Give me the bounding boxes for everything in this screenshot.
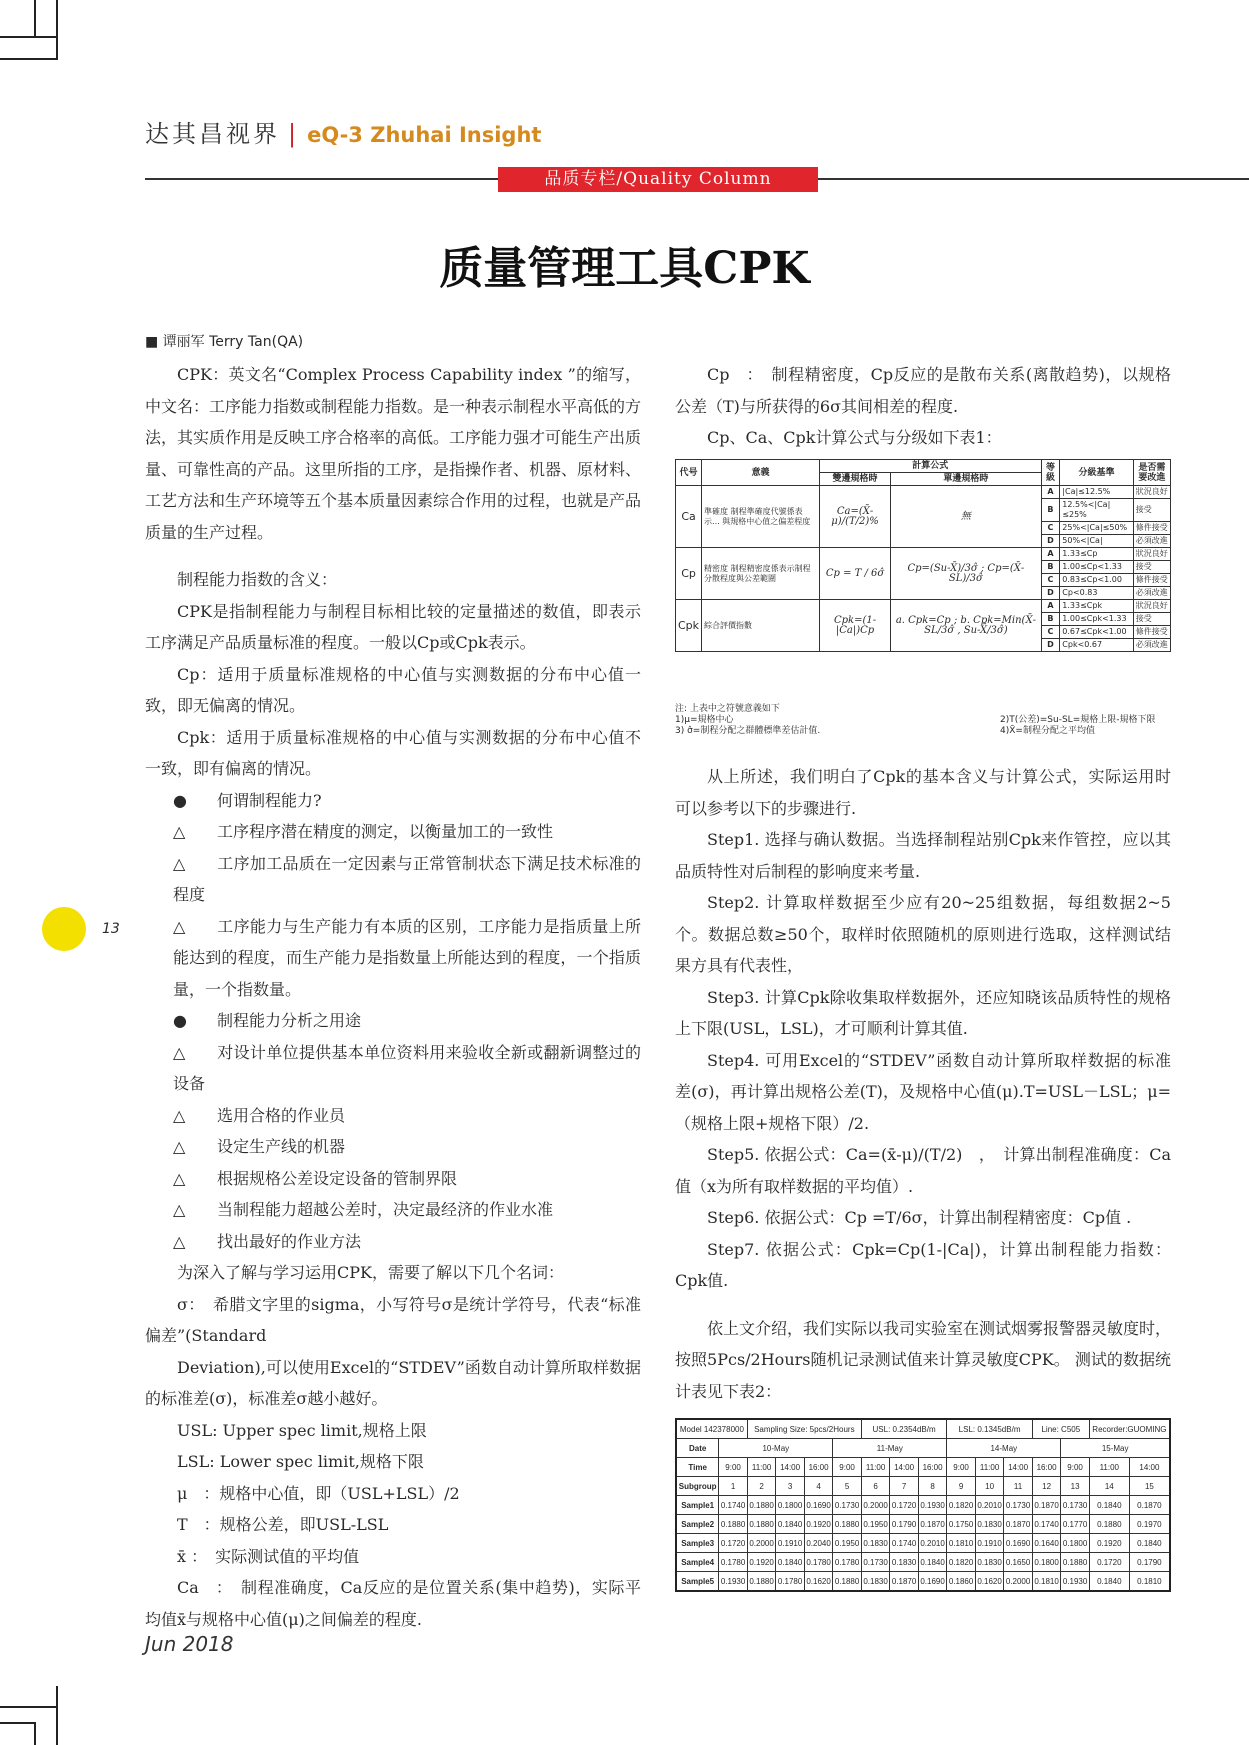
value-cell: 0.1780 [833, 1553, 862, 1572]
crop-mark [56, 0, 58, 60]
value-cell: 0.1910 [975, 1534, 1004, 1553]
action-cell: 接受 [1133, 561, 1170, 574]
crop-mark [0, 36, 58, 38]
table-row [676, 548, 1171, 561]
triangle-icon: △ [173, 822, 186, 841]
table-header: 是否需要改進 [1133, 460, 1170, 486]
value-cell: 0.1830 [890, 1553, 919, 1572]
grade-cell: D [1041, 639, 1060, 652]
value-cell: 0.1880 [747, 1515, 776, 1534]
article-title: 质量管理工具CPK [439, 243, 810, 294]
time-cell: 11:00 [1089, 1458, 1129, 1477]
meta-cell: LSL: 0.1345dB/m [947, 1419, 1033, 1439]
brand-en: eQ-3 Zhuhai Insight [307, 123, 542, 147]
value-cell: 0.2000 [861, 1496, 890, 1515]
row-label: Sample1 [676, 1496, 719, 1515]
subgroup-cell: 11 [1004, 1477, 1033, 1496]
grade-cell: B [1041, 561, 1060, 574]
paragraph: Cp、Ca、Cpk计算公式与分级如下表1： [707, 428, 1002, 447]
value-cell: 0.1780 [804, 1553, 833, 1572]
crop-mark [34, 0, 36, 36]
paragraph: Ca ： 制程准确度，Ca反应的是位置关系(集中趋势)，实际平均值x̄与规格中心值(μ)之间偏差的程度. [145, 1578, 641, 1629]
value-cell: 0.1800 [1061, 1534, 1090, 1553]
time-cell: 9:00 [947, 1458, 976, 1477]
value-cell: 0.1870 [918, 1515, 947, 1534]
grade-cell: A [1041, 548, 1060, 561]
time-cell: 9:00 [719, 1458, 748, 1477]
subgroup-cell: 10 [975, 1477, 1004, 1496]
value-cell: 0.1740 [890, 1534, 919, 1553]
meta-cell: Model 142378000 [676, 1419, 747, 1439]
grade-cell: C [1041, 574, 1060, 587]
formula-cell: a. Cpk=Cp ; b. Cpk=Min(X̄-SL/3σ̂ , Su-X̄/3σ̂) [891, 600, 1042, 652]
value-cell: 0.1720 [1089, 1553, 1129, 1572]
value-cell: 0.1740 [719, 1496, 748, 1515]
paragraph: Step7. 依据公式：Cpk=Cp(1-|Ca|)，计算出制程能力指数：Cpk值. [675, 1239, 1171, 1290]
grade-cell: D [1041, 587, 1060, 600]
value-cell: 0.1770 [1061, 1515, 1090, 1534]
row-label: Time [676, 1458, 719, 1477]
triangle-icon: △ [173, 1168, 186, 1188]
criteria-cell: 1.00≤Cp<1.33 [1060, 561, 1134, 574]
time-cell: 14:00 [1004, 1458, 1033, 1477]
grade-cell: C [1041, 626, 1060, 639]
crop-mark [0, 1706, 58, 1708]
triangle-icon: △ [173, 1105, 186, 1125]
meta-cell: Line: C505 [1032, 1419, 1089, 1439]
criteria-cell: 0.67≤Cpk<1.00 [1060, 626, 1134, 639]
note-line: 注: 上表中之符號意義如下 [675, 704, 780, 714]
action-cell: 狀況良好 [1133, 486, 1170, 499]
time-cell: 11:00 [975, 1458, 1004, 1477]
table-row [676, 1496, 1170, 1515]
value-cell: 0.1970 [1129, 1515, 1170, 1534]
subgroup-cell: 3 [776, 1477, 805, 1496]
table-row [676, 1534, 1170, 1553]
list-item: △ 选用合格的作业员 [145, 1100, 641, 1132]
criteria-cell: 25%<|Ca|≤50% [1060, 522, 1134, 535]
list-item: △ 设定生产线的机器 [145, 1131, 641, 1163]
action-cell: 必須改進 [1133, 587, 1170, 600]
time-cell: 9:00 [1061, 1458, 1090, 1477]
left-column [145, 359, 641, 1635]
value-cell: 0.1830 [975, 1553, 1004, 1572]
bullet-icon: ● [173, 1011, 187, 1030]
paragraph: CPK：英文名“Complex Process Capability index ”的缩写，中文名：工序能力指数或制程能力指数。是一种表示制程水平高低的方法，其实质作用是反映工序合格率的高低。工序能力强才可能生产出质量、可靠性高的产品。这里所指的工序，是指操作者、机器、原材料、工艺方法和生产环境等五个基本质量因素综合作用的过程，也就是产品质量的生产过程。 [145, 365, 642, 542]
time-cell: 16:00 [918, 1458, 947, 1477]
table-header: 代号 [676, 460, 702, 486]
value-cell: 0.1840 [776, 1553, 805, 1572]
criteria-cell: |Ca|≤12.5% [1060, 486, 1134, 499]
value-cell: 0.1930 [719, 1572, 748, 1592]
date-cell: 10-May [719, 1439, 833, 1458]
paragraph: 为深入了解与学习运用CPK，需要了解以下几个名词： [177, 1263, 564, 1282]
formula-cell: Cp=(Su-X̄)/3σ̂ ; Cp=(X̄-SL)/3σ̂ [891, 548, 1042, 600]
value-cell: 0.1840 [918, 1553, 947, 1572]
subgroup-cell: 1 [719, 1477, 748, 1496]
triangle-icon: △ [173, 1137, 186, 1156]
value-cell: 0.1810 [1032, 1572, 1061, 1592]
table-row [676, 600, 1171, 613]
subgroup-cell: 4 [804, 1477, 833, 1496]
time-cell: 9:00 [833, 1458, 862, 1477]
row-label: Date [676, 1439, 719, 1458]
value-cell: 0.1730 [861, 1553, 890, 1572]
triangle-icon: △ [173, 1231, 186, 1251]
value-cell: 0.1880 [1061, 1553, 1090, 1572]
value-cell: 0.1870 [1004, 1515, 1033, 1534]
value-cell: 0.1880 [747, 1572, 776, 1592]
value-cell: 0.1930 [1061, 1572, 1090, 1592]
value-cell: 0.1620 [804, 1572, 833, 1592]
value-cell: 0.1880 [747, 1496, 776, 1515]
right-column-steps [675, 761, 1171, 1407]
value-cell: 0.1840 [1089, 1572, 1129, 1592]
bullet-icon: ● [173, 790, 187, 810]
value-cell: 0.1830 [975, 1515, 1004, 1534]
row-label: Sample2 [676, 1515, 719, 1534]
action-cell: 條件接受 [1133, 574, 1170, 587]
table-header: 雙邊規格時 [819, 473, 890, 486]
value-cell: 0.1920 [1089, 1534, 1129, 1553]
paragraph: Deviation),可以使用Excel的“STDEV”函数自动计算所取样数据的标准差(σ)，标准差σ越小越好。 [145, 1357, 641, 1408]
value-cell: 0.1730 [833, 1496, 862, 1515]
paragraph: Step4. 可用Excel的“STDEV”函数自动计算所取样数据的标准差(σ)，再计算出规格公差(T)，及规格中心值(μ).T=USL－LSL；μ=（规格上限+规格下限）/2. [675, 1050, 1171, 1133]
brand-cn: 达其昌视界 [145, 120, 280, 148]
list-item: △ 当制程能力超越公差时，决定最经济的作业水准 [145, 1194, 641, 1226]
byline: ■ 谭丽军 Terry Tan(QA) [145, 334, 304, 350]
table-row [676, 1572, 1170, 1592]
criteria-cell: 50%<|Ca| [1060, 535, 1134, 548]
paragraph: μ ：规格中心值，即（USL+LSL）/2 [177, 1483, 460, 1503]
grade-cell: A [1041, 486, 1060, 499]
value-cell: 0.1830 [861, 1534, 890, 1553]
list-item: ● 何谓制程能力? [145, 785, 641, 817]
cpk-formula-table [675, 459, 1171, 652]
paragraph: Step5. 依据公式：Ca=(x̄-μ)/(T/2) ， 计算出制程准确度：Ca值（x为所有取样数据的平均值）. [675, 1145, 1171, 1196]
grade-cell: A [1041, 600, 1060, 613]
criteria-cell: 0.83≤Cp<1.00 [1060, 574, 1134, 587]
value-cell: 0.1910 [776, 1534, 805, 1553]
action-cell: 必須改進 [1133, 535, 1170, 548]
value-cell: 0.1720 [890, 1496, 919, 1515]
value-cell: 0.1690 [1004, 1534, 1033, 1553]
criteria-cell: 1.33≤Cp [1060, 548, 1134, 561]
time-cell: 16:00 [1032, 1458, 1061, 1477]
value-cell: 0.1780 [719, 1553, 748, 1572]
list-item: △ 对设计单位提供基本单位资料用来验收全新或翻新调整过的设备 [145, 1037, 641, 1100]
action-cell: 條件接受 [1133, 626, 1170, 639]
list-item: ● 制程能力分析之用途 [145, 1005, 641, 1037]
value-cell: 0.1870 [1129, 1496, 1170, 1515]
time-cell: 14:00 [776, 1458, 805, 1477]
value-cell: 0.1730 [1004, 1496, 1033, 1515]
grade-cell: B [1041, 613, 1060, 626]
value-cell: 0.1880 [1089, 1515, 1129, 1534]
value-cell: 0.1880 [833, 1572, 862, 1592]
value-cell: 0.1800 [776, 1496, 805, 1515]
issue-date: Jun 2018 [145, 1632, 234, 1656]
subgroup-cell: 9 [947, 1477, 976, 1496]
time-cell: 14:00 [890, 1458, 919, 1477]
subgroup-cell: 2 [747, 1477, 776, 1496]
date-cell: 15-May [1061, 1439, 1170, 1458]
value-cell: 0.1840 [1129, 1534, 1170, 1553]
value-cell: 0.1920 [804, 1515, 833, 1534]
value-cell: 0.1750 [947, 1515, 976, 1534]
sensitivity-data-table [675, 1418, 1171, 1592]
paragraph: LSL: Lower spec limit,规格下限 [177, 1452, 424, 1471]
value-cell: 0.1840 [776, 1515, 805, 1534]
formula-cell: Cp = T / 6σ̂ [819, 548, 890, 600]
value-cell: 0.1800 [1032, 1553, 1061, 1572]
value-cell: 0.1880 [719, 1515, 748, 1534]
value-cell: 0.1950 [861, 1515, 890, 1534]
grade-cell: D [1041, 535, 1060, 548]
value-cell: 0.1720 [719, 1534, 748, 1553]
value-cell: 0.1790 [1129, 1553, 1170, 1572]
time-cell: 16:00 [804, 1458, 833, 1477]
criteria-cell: 1.33≤Cpk [1060, 600, 1134, 613]
subgroup-cell: 14 [1089, 1477, 1129, 1496]
code-cell: Cpk [676, 600, 702, 652]
code-cell: Ca [676, 486, 702, 548]
subgroup-cell: 8 [918, 1477, 947, 1496]
subgroup-cell: 5 [833, 1477, 862, 1496]
crop-mark [34, 1722, 36, 1745]
page-number: 13 [102, 921, 120, 937]
list-item: △ 找出最好的作业方法 [145, 1226, 641, 1258]
meaning-cell: 準確度 制程準確度代號係表示... 與規格中心值之偏差程度 [702, 486, 820, 548]
date-cell: 14-May [947, 1439, 1061, 1458]
table-header: 分級基準 [1060, 460, 1134, 486]
time-cell: 11:00 [747, 1458, 776, 1477]
table-notes [675, 704, 1171, 737]
subgroup-cell: 7 [890, 1477, 919, 1496]
value-cell: 0.2000 [1004, 1572, 1033, 1592]
subgroup-cell: 15 [1129, 1477, 1170, 1496]
paragraph: USL: Upper spec limit,规格上限 [177, 1420, 427, 1440]
magazine-header [145, 114, 541, 149]
action-cell: 條件接受 [1133, 522, 1170, 535]
row-label: Subgroup [676, 1477, 719, 1496]
value-cell: 0.1950 [833, 1534, 862, 1553]
value-cell: 0.2040 [804, 1534, 833, 1553]
action-cell: 狀況良好 [1133, 548, 1170, 561]
subgroup-cell: 6 [861, 1477, 890, 1496]
meaning-cell: 精密度 制程精密度係表示制程分散程度與公差範圍 [702, 548, 820, 600]
action-cell: 狀況良好 [1133, 600, 1170, 613]
page-marker-dot [42, 907, 86, 951]
table-header: 計算公式 [819, 460, 1041, 473]
right-column-top [675, 359, 1171, 454]
subgroup-cell: 12 [1032, 1477, 1061, 1496]
criteria-cell: 12.5%<|Ca|≤25% [1060, 499, 1134, 522]
value-cell: 0.1730 [1061, 1496, 1090, 1515]
value-cell: 0.1820 [947, 1553, 976, 1572]
value-cell: 0.1740 [1032, 1515, 1061, 1534]
meta-cell: Sampling Size: 5pcs/2Hours [747, 1419, 861, 1439]
note-line: 1)μ=規格中心 2)T(公差)=Su-SL=規格上限-規格下限 [675, 715, 1156, 725]
value-cell: 0.1810 [1129, 1572, 1170, 1592]
value-cell: 0.1620 [975, 1572, 1004, 1592]
meaning-cell: 綜合評價指數 [702, 600, 820, 652]
value-cell: 0.1780 [776, 1572, 805, 1592]
formula-cell: Ca=(X̄-μ)/(T/2)% [819, 486, 890, 548]
paragraph: 从上所述，我们明白了Cpk的基本含义与计算公式，实际运用时可以参考以下的步骤进行. [675, 767, 1171, 818]
paragraph: CPK是指制程能力与制程目标相比较的定量描述的数值，即表示工序满足产品质量标准的程度。一般以Cp或Cpk表示。 [145, 601, 641, 652]
paragraph: σ： 希腊文字里的sigma，小写符号σ是统计学符号，代表“标准偏差”(Standard [145, 1294, 641, 1345]
action-cell: 接受 [1133, 499, 1170, 522]
list-item: △ 根据规格公差设定设备的管制界限 [145, 1163, 641, 1195]
crop-mark [56, 1686, 58, 1745]
paragraph: Cp ： 制程精密度，Cp反应的是散布关系(离散趋势)，以规格公差（T)与所获得的6σ其间相差的程度. [675, 365, 1171, 416]
value-cell: 0.1820 [947, 1496, 976, 1515]
paragraph: Step1. 选择与确认数据。当选择制程站别Cpk来作管控，应以其品质特性对后制程的影响度来考量. [675, 830, 1171, 881]
header-separator: | [288, 120, 300, 148]
paragraph: Step2. 计算取样数据至少应有20~25组数据，每组数据2~5个。数据总数≥50个，取样时依照随机的原则进行选取，这样测试结果方具有代表性， [675, 893, 1171, 975]
value-cell: 0.1860 [947, 1572, 976, 1592]
value-cell: 0.1880 [833, 1515, 862, 1534]
table-row [676, 1515, 1170, 1534]
value-cell: 0.1690 [918, 1572, 947, 1592]
value-cell: 0.1870 [1032, 1496, 1061, 1515]
value-cell: 0.2000 [747, 1534, 776, 1553]
paragraph: 制程能力指数的含义： [177, 570, 338, 589]
value-cell: 0.2010 [975, 1496, 1004, 1515]
triangle-icon: △ [173, 1042, 186, 1062]
criteria-cell: Cp<0.83 [1060, 587, 1134, 600]
value-cell: 0.1810 [947, 1534, 976, 1553]
row-label: Sample5 [676, 1572, 719, 1592]
list-item: △ 工序加工品质在一定因素与正常管制状态下满足技术标准的程度 [145, 848, 641, 911]
meta-cell: USL: 0.2354dB/m [861, 1419, 947, 1439]
table-row [676, 486, 1171, 499]
action-cell: 必須改進 [1133, 639, 1170, 652]
paragraph: Step3. 计算Cpk除收集取样数据外，还应知晓该品质特性的规格上下限(USL，LSL)，才可顺利计算其值. [675, 987, 1171, 1038]
value-cell: 0.2010 [918, 1534, 947, 1553]
table-row [676, 1553, 1170, 1572]
action-cell: 接受 [1133, 613, 1170, 626]
formula-cell: 無 [891, 486, 1042, 548]
value-cell: 0.1690 [804, 1496, 833, 1515]
triangle-icon: △ [173, 853, 186, 873]
value-cell: 0.1870 [890, 1572, 919, 1592]
triangle-icon: △ [173, 1200, 186, 1219]
paragraph: Cp：适用于质量标准规格的中心值与实测数据的分布中心值一致，即无偏离的情况。 [145, 664, 641, 715]
list-item: △ 工序能力与生产能力有本质的区别，工序能力是指质量上所能达到的程度，而生产能力是指数量上所能达到的程度，一个指质量，一个指数量。 [145, 911, 641, 1006]
time-cell: 11:00 [861, 1458, 890, 1477]
table-header: 單邊規格時 [891, 473, 1042, 486]
value-cell: 0.1790 [890, 1515, 919, 1534]
code-cell: Cp [676, 548, 702, 600]
row-label: Sample3 [676, 1534, 719, 1553]
value-cell: 0.1830 [861, 1572, 890, 1592]
table-header: 意義 [702, 460, 820, 486]
paragraph: 依上文介绍，我们实际以我司实验室在测试烟雾报警器灵敏度时，按照5Pcs/2Hours随机记录测试值来计算灵敏度CPK。 测试的数据统计表见下表2： [675, 1318, 1172, 1401]
grade-cell: C [1041, 522, 1060, 535]
meta-cell: Recorder:GUOMING [1089, 1419, 1170, 1439]
value-cell: 0.1840 [1089, 1496, 1129, 1515]
note-line: 3) σ̂=制程分配之群體標準差估計值. 4)X̄=制程分配之平均值 [675, 726, 1095, 736]
triangle-icon: △ [173, 916, 186, 936]
crop-mark [0, 58, 58, 60]
value-cell: 0.1920 [747, 1553, 776, 1572]
criteria-cell: Cpk<0.67 [1060, 639, 1134, 652]
list-item: △ 工序程序潜在精度的测定，以衡量加工的一致性 [145, 816, 641, 848]
formula-cell: Cpk=(1-|Ca|)Cp [819, 600, 890, 652]
paragraph: T ：规格公差，即USL-LSL [177, 1515, 389, 1534]
table-header: 等級 [1041, 460, 1060, 486]
column-tag: 品质专栏/Quality Column [498, 167, 818, 192]
grade-cell: B [1041, 499, 1060, 522]
paragraph: Cpk：适用于质量标准规格的中心值与实测数据的分布中心值不一致，即有偏离的情况。 [145, 727, 641, 778]
value-cell: 0.1640 [1032, 1534, 1061, 1553]
row-label: Sample4 [676, 1553, 719, 1572]
criteria-cell: 1.00≤Cpk<1.33 [1060, 613, 1134, 626]
paragraph: Step6. 依据公式：Cp =T/6σ，计算出制程精密度：Cp值 . [707, 1208, 1132, 1227]
crop-mark [0, 1722, 36, 1724]
value-cell: 0.1930 [918, 1496, 947, 1515]
value-cell: 0.1650 [1004, 1553, 1033, 1572]
time-cell: 14:00 [1129, 1458, 1170, 1477]
date-cell: 11-May [833, 1439, 947, 1458]
subgroup-cell: 13 [1061, 1477, 1090, 1496]
paragraph: x̄ ： 实际测试值的平均值 [177, 1546, 360, 1566]
